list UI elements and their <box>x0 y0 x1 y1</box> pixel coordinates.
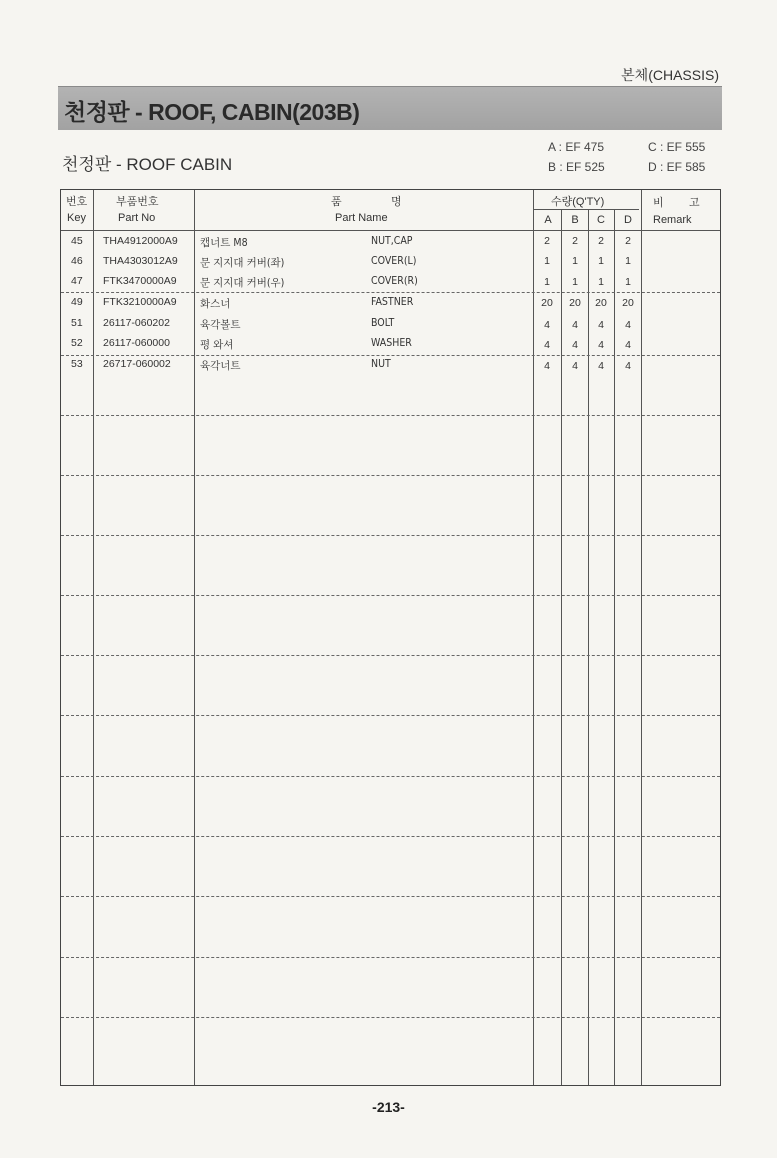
header-qty-d: D <box>624 214 632 226</box>
section-label: 본체(CHASSIS) <box>621 67 719 83</box>
row-qty-c: 1 <box>598 276 604 288</box>
row-qty-d: 2 <box>625 235 631 247</box>
row-qty-d: 1 <box>625 255 631 267</box>
header-qty-c: C <box>597 214 605 226</box>
row-qty-d: 1 <box>625 276 631 288</box>
title-banner <box>58 86 722 130</box>
group-divider <box>61 415 720 416</box>
row-part-no: FTK3210000A9 <box>103 296 177 308</box>
row-key: 51 <box>71 317 83 329</box>
row-part-no: FTK3470000A9 <box>103 275 177 287</box>
header-remark-kr-2: 고 <box>689 197 700 209</box>
row-part-no: THA4303012A9 <box>103 255 178 267</box>
row-qty-a: 2 <box>544 235 550 247</box>
header-qty: 수량(Q'TY) <box>551 196 605 208</box>
row-qty-b: 2 <box>572 235 578 247</box>
row-part-no: 26117-060202 <box>103 317 170 329</box>
row-name-en: NUT,CAP <box>371 235 413 247</box>
row-qty-c: 1 <box>598 255 604 267</box>
row-name-kr: 육각너트 <box>200 360 241 372</box>
page-number: -213- <box>372 1099 405 1115</box>
col-divider <box>641 190 642 1085</box>
row-name-kr: 육각볼트 <box>200 319 241 331</box>
row-key: 53 <box>71 358 83 370</box>
row-qty-c: 4 <box>598 360 604 372</box>
row-part-no: 26717-060002 <box>103 358 171 370</box>
row-name-kr: 캡너트 M8 <box>200 237 248 249</box>
header-rule <box>61 230 720 231</box>
row-qty-a: 1 <box>544 276 550 288</box>
row-part-no: THA4912000A9 <box>103 235 178 247</box>
row-name-en: BOLT <box>371 317 395 329</box>
qty-header-rule <box>533 209 639 210</box>
row-qty-b: 1 <box>572 276 578 288</box>
row-name-kr: 화스너 <box>200 298 231 310</box>
row-qty-a: 4 <box>544 319 550 331</box>
group-divider <box>61 1017 720 1018</box>
row-qty-b: 4 <box>572 339 578 351</box>
row-key: 47 <box>71 275 83 287</box>
banner-title: 천정판 - ROOF, CABIN(203B) <box>64 99 360 125</box>
row-qty-d: 20 <box>622 297 634 309</box>
header-qty-a: A <box>544 214 552 226</box>
group-divider <box>61 535 720 536</box>
group-divider <box>61 957 720 958</box>
group-divider <box>61 655 720 656</box>
row-qty-c: 20 <box>595 297 607 309</box>
model-d: D : EF 585 <box>648 160 706 174</box>
row-key: 52 <box>71 337 83 349</box>
row-qty-b: 1 <box>572 255 578 267</box>
row-qty-b: 20 <box>569 297 581 309</box>
group-divider <box>61 896 720 897</box>
group-divider <box>61 715 720 716</box>
row-qty-d: 4 <box>625 339 631 351</box>
row-name-kr: 문 지지대 커버(좌) <box>200 257 285 269</box>
row-qty-a: 20 <box>541 297 553 309</box>
row-qty-a: 4 <box>544 339 550 351</box>
row-qty-a: 4 <box>544 360 550 372</box>
header-name-en: Part Name <box>335 212 388 224</box>
header-name-kr-1: 품 <box>331 196 342 208</box>
row-qty-b: 4 <box>572 360 578 372</box>
header-partno-en: Part No <box>118 212 156 224</box>
row-name-kr: 평 와셔 <box>200 339 234 351</box>
header-remark-en: Remark <box>653 214 692 226</box>
row-key: 46 <box>71 255 83 267</box>
group-divider <box>61 292 720 293</box>
page-subtitle: 천정판 - ROOF CABIN <box>62 155 233 174</box>
header-remark-kr-1: 비 <box>653 197 664 209</box>
header-qty-b: B <box>571 214 579 226</box>
group-divider <box>61 595 720 596</box>
row-name-en: COVER(R) <box>371 275 418 287</box>
header-name-kr-2: 명 <box>391 196 402 208</box>
row-key: 45 <box>71 235 83 247</box>
model-c: C : EF 555 <box>648 140 706 154</box>
col-divider <box>194 190 195 1085</box>
row-qty-a: 1 <box>544 255 550 267</box>
row-name-en: NUT <box>371 358 391 370</box>
row-key: 49 <box>71 296 83 308</box>
row-qty-c: 4 <box>598 319 604 331</box>
model-a: A : EF 475 <box>548 140 605 154</box>
row-name-en: FASTNER <box>371 296 414 308</box>
group-divider <box>61 776 720 777</box>
row-name-kr: 문 지지대 커버(우) <box>200 277 285 289</box>
row-qty-b: 4 <box>572 319 578 331</box>
row-qty-d: 4 <box>625 360 631 372</box>
parts-table <box>60 189 721 1086</box>
header-partno-kr: 부품번호 <box>116 196 159 208</box>
model-b: B : EF 525 <box>548 160 605 174</box>
row-qty-d: 4 <box>625 319 631 331</box>
row-name-en: COVER(L) <box>371 255 417 267</box>
row-qty-c: 4 <box>598 339 604 351</box>
group-divider <box>61 475 720 476</box>
row-qty-c: 2 <box>598 235 604 247</box>
row-part-no: 26117-060000 <box>103 337 170 349</box>
row-name-en: WASHER <box>371 337 412 349</box>
header-key-kr: 번호 <box>66 196 88 208</box>
group-divider <box>61 355 720 356</box>
group-divider <box>61 836 720 837</box>
header-key-en: Key <box>67 212 86 224</box>
col-divider <box>93 190 94 1085</box>
